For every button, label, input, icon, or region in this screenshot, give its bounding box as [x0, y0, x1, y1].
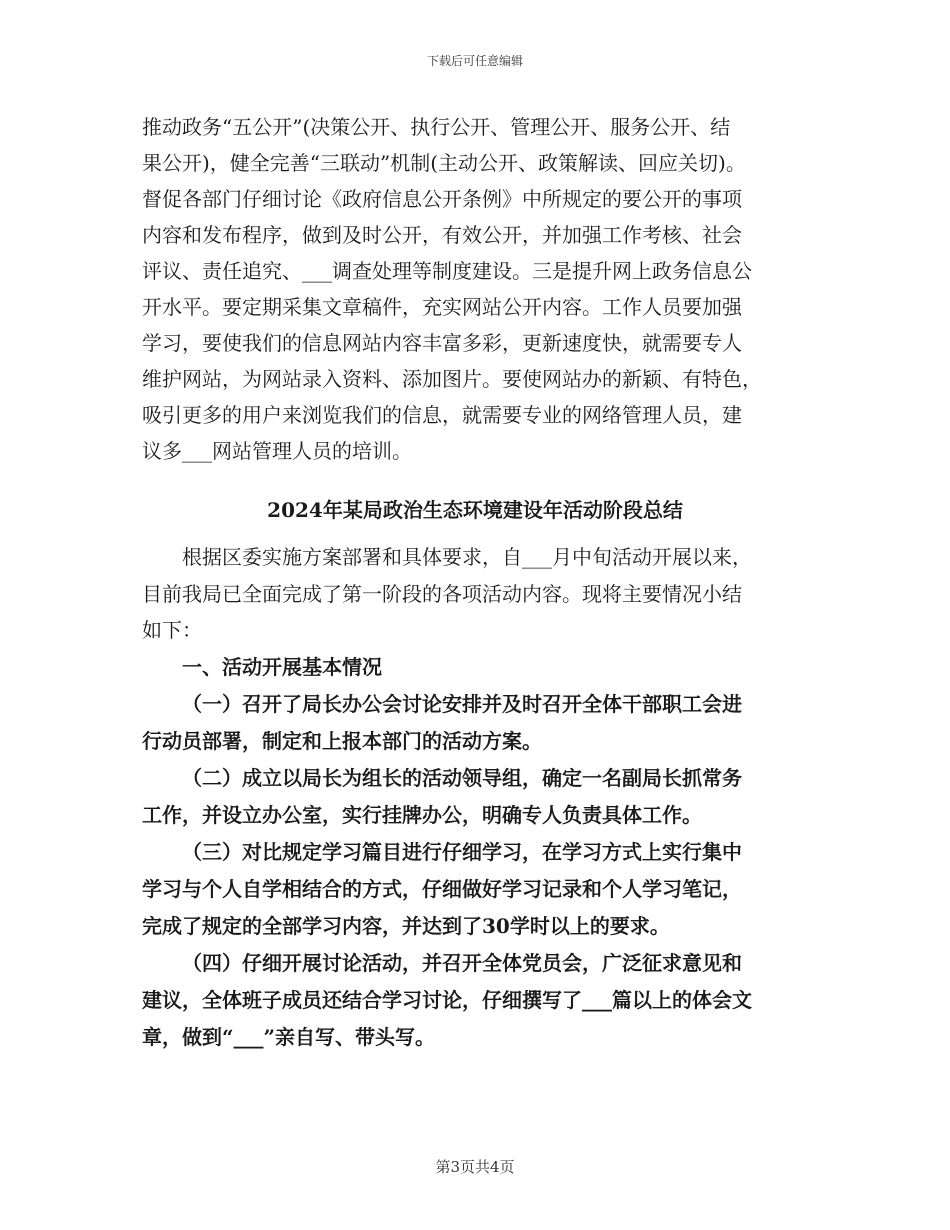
item-line: （三）对比规定学习篇目进行仔细学习，在学习方式上实行集中 — [182, 840, 742, 864]
article-title: 2024年某局政治生态环境建设年活动阶段总结 — [267, 498, 683, 522]
item-line: （二）成立以局长为组长的活动领导组，确定一名副局长抓常务 — [182, 766, 742, 790]
item-line: 工作，并设立办公室，实行挂牌办公，明确专人负责具体工作。 — [142, 803, 702, 827]
item-line: 章，做到“___”亲自写、带头写。 — [142, 1025, 436, 1049]
header-note: 下载后可任意编辑 — [426, 54, 523, 68]
page-number: 第3页共4页 — [435, 1158, 515, 1176]
body-line: 开水平。要定期采集文章稿件，充实网站公开内容。工作人员要加强 — [142, 295, 742, 319]
body-line: 推动政务“五公开”(决策公开、执行公开、管理公开、服务公开、结 — [142, 115, 731, 139]
body-line: 学习，要使我们的信息网站内容丰富多彩，更新速度快，就需要专人 — [142, 331, 742, 355]
item-line: 完成了规定的全部学习内容，并达到了30学时以上的要求。 — [142, 914, 670, 938]
intro-line: 根据区委实施方案部署和具体要求，自___月中旬活动开展以来， — [182, 545, 752, 569]
body-line: 督促各部门仔细讨论《政府信息公开条例》中所规定的要公开的事项 — [142, 187, 742, 211]
intro-line: 如下： — [142, 618, 202, 642]
body-line: 议多___网站管理人员的培训。 — [142, 439, 412, 463]
item-line: 行动员部署，制定和上报本部门的活动方案。 — [142, 729, 542, 753]
item-line: （四）仔细开展讨论活动，并召开全体党员会，广泛征求意见和 — [182, 951, 742, 975]
body-line: 内容和发布程序，做到及时公开，有效公开，并加强工作考核、社会 — [142, 223, 742, 247]
item-line: 学习与个人自学相结合的方式，仔细做好学习记录和个人学习笔记， — [142, 877, 742, 901]
body-line: 评议、责任追究、___调查处理等制度建设。三是提升网上政务信息公 — [142, 259, 752, 283]
intro-line: 目前我局已全面完成了第一阶段的各项活动内容。现将主要情况小结 — [142, 582, 742, 606]
body-line: 吸引更多的用户来浏览我们的信息，就需要专业的网络管理人员，建 — [142, 403, 742, 427]
item-line: 建议，全体班子成员还结合学习讨论，仔细撰写了___篇以上的体会文 — [142, 988, 752, 1012]
body-line: 果公开)，健全完善“三联动”机制(主动公开、政策解读、回应关切)。 — [142, 151, 746, 175]
section-heading: 一、活动开展基本情况 — [182, 655, 382, 679]
item-line: （一）召开了局长办公会讨论安排并及时召开全体干部职工会进 — [182, 692, 742, 716]
body-line: 维护网站，为网站录入资料、添加图片。要使网站办的新颖、有特色， — [142, 367, 762, 391]
